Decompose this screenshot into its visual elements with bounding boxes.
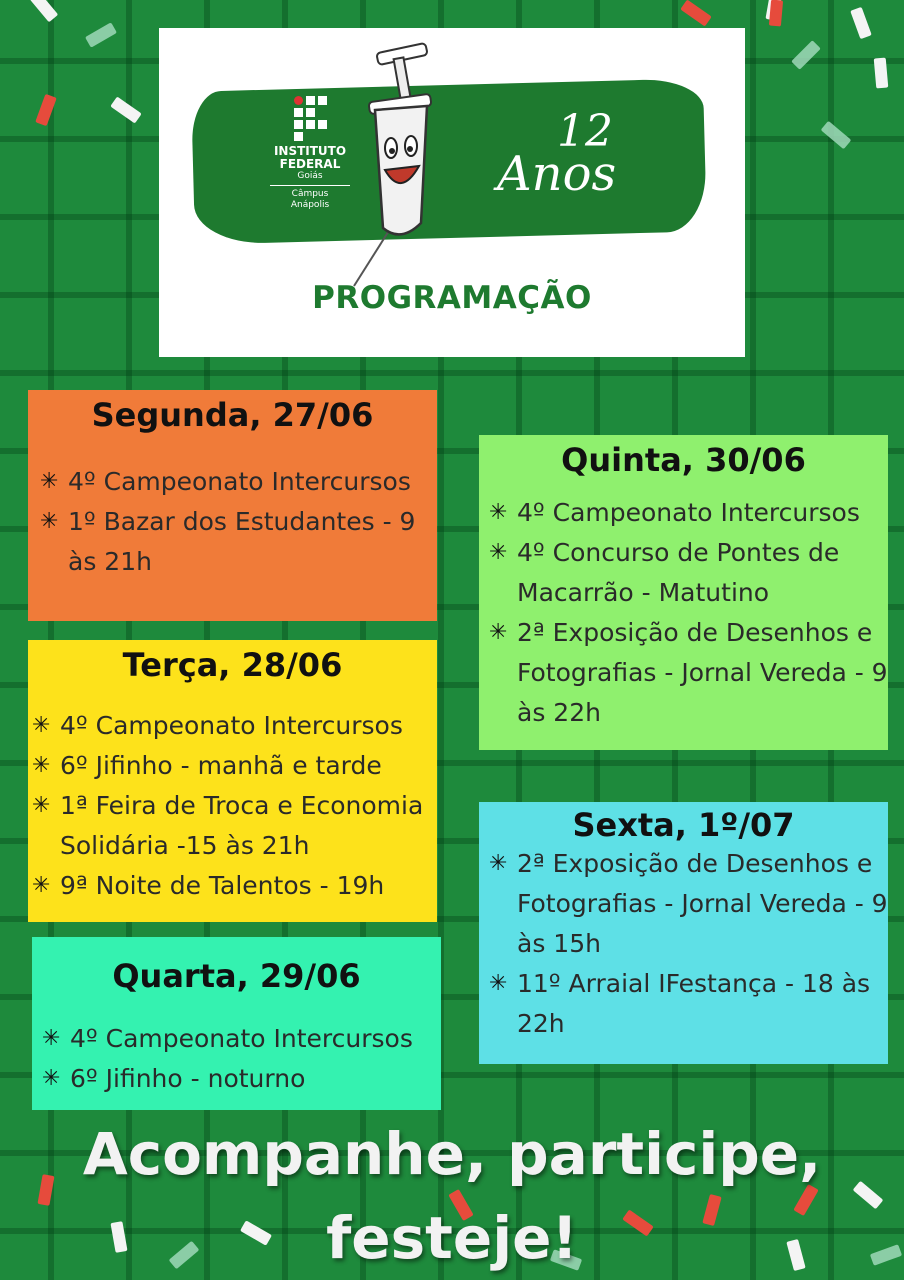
syringe-mascot-icon — [339, 38, 459, 288]
list-item: ✳ 2ª Exposição de Desenhos e Fotografias - Jornal Vereda - 9 às 15h — [489, 844, 888, 964]
day-title: Segunda, 27/06 — [91, 396, 374, 434]
list-item: ✳ 1ª Feira de Troca e Economia Solidária -15 às 21h — [32, 786, 437, 866]
day-card-terca — [28, 640, 437, 922]
list-item: ✳ 6º Jifinho - manhã e tarde — [32, 746, 437, 786]
institute-name-line1: INSTITUTO — [273, 144, 347, 158]
event-list — [489, 844, 888, 1044]
footer-line-2: festeje! — [326, 1204, 578, 1272]
day-title: Terça, 28/06 — [122, 646, 343, 684]
list-item: ✳ 4º Campeonato Intercursos — [40, 462, 437, 502]
list-item: ✳ 11º Arraial IFestança - 18 às 22h — [489, 964, 888, 1044]
asterisk-bullet-icon: ✳ — [489, 620, 508, 645]
asterisk-bullet-icon: ✳ — [42, 1026, 61, 1051]
footer-line-1: Acompanhe, participe, — [82, 1120, 822, 1188]
event-list — [42, 1019, 441, 1099]
event-list — [32, 706, 437, 906]
list-item: ✳ 4º Campeonato Intercursos — [42, 1019, 441, 1059]
asterisk-bullet-icon: ✳ — [32, 753, 51, 778]
asterisk-bullet-icon: ✳ — [42, 1066, 61, 1091]
header-card — [159, 28, 745, 357]
asterisk-bullet-icon: ✳ — [32, 713, 51, 738]
list-item: ✳ 9ª Noite de Talentos - 19h — [32, 866, 437, 906]
asterisk-bullet-icon: ✳ — [489, 540, 508, 565]
asterisk-bullet-icon: ✳ — [489, 500, 508, 525]
list-item: ✳ 4º Concurso de Pontes de Macarrão - Matutino — [489, 533, 888, 613]
asterisk-bullet-icon: ✳ — [489, 851, 508, 876]
day-card-segunda — [28, 390, 437, 621]
list-item: ✳ 1º Bazar dos Estudantes - 9 às 21h — [40, 502, 437, 582]
asterisk-bullet-icon: ✳ — [489, 971, 508, 996]
footer-slogan — [0, 1112, 904, 1280]
anniversary-badge — [497, 106, 647, 216]
campus-line2: Anápolis — [290, 200, 330, 210]
day-title: Quarta, 29/06 — [112, 957, 361, 995]
day-card-quarta — [32, 937, 441, 1110]
list-item: ✳ 4º Campeonato Intercursos — [32, 706, 437, 746]
list-item: ✳ 6º Jifinho - noturno — [42, 1059, 441, 1099]
event-list — [489, 493, 888, 733]
institute-name-line2: FEDERAL — [279, 157, 341, 171]
day-title: Quinta, 30/06 — [561, 441, 806, 479]
event-list — [40, 462, 437, 582]
asterisk-bullet-icon: ✳ — [40, 469, 59, 494]
anniversary-number: 12 — [557, 106, 613, 157]
anniversary-word: Anos — [497, 146, 617, 202]
day-card-quinta — [479, 435, 888, 750]
list-item: ✳ 2ª Exposição de Desenhos e Fotografias - Jornal Vereda - 9 às 22h — [489, 613, 888, 733]
asterisk-bullet-icon: ✳ — [32, 873, 51, 898]
day-card-sexta — [479, 802, 888, 1064]
asterisk-bullet-icon: ✳ — [32, 793, 51, 818]
list-item: ✳ 4º Campeonato Intercursos — [489, 493, 888, 533]
asterisk-bullet-icon: ✳ — [40, 509, 59, 534]
page-title: PROGRAMAÇÃO — [312, 280, 592, 316]
day-title: Sexta, 1º/07 — [572, 806, 795, 844]
institute-state: Goiás — [297, 171, 323, 181]
campus-line1: Câmpus — [291, 189, 329, 199]
